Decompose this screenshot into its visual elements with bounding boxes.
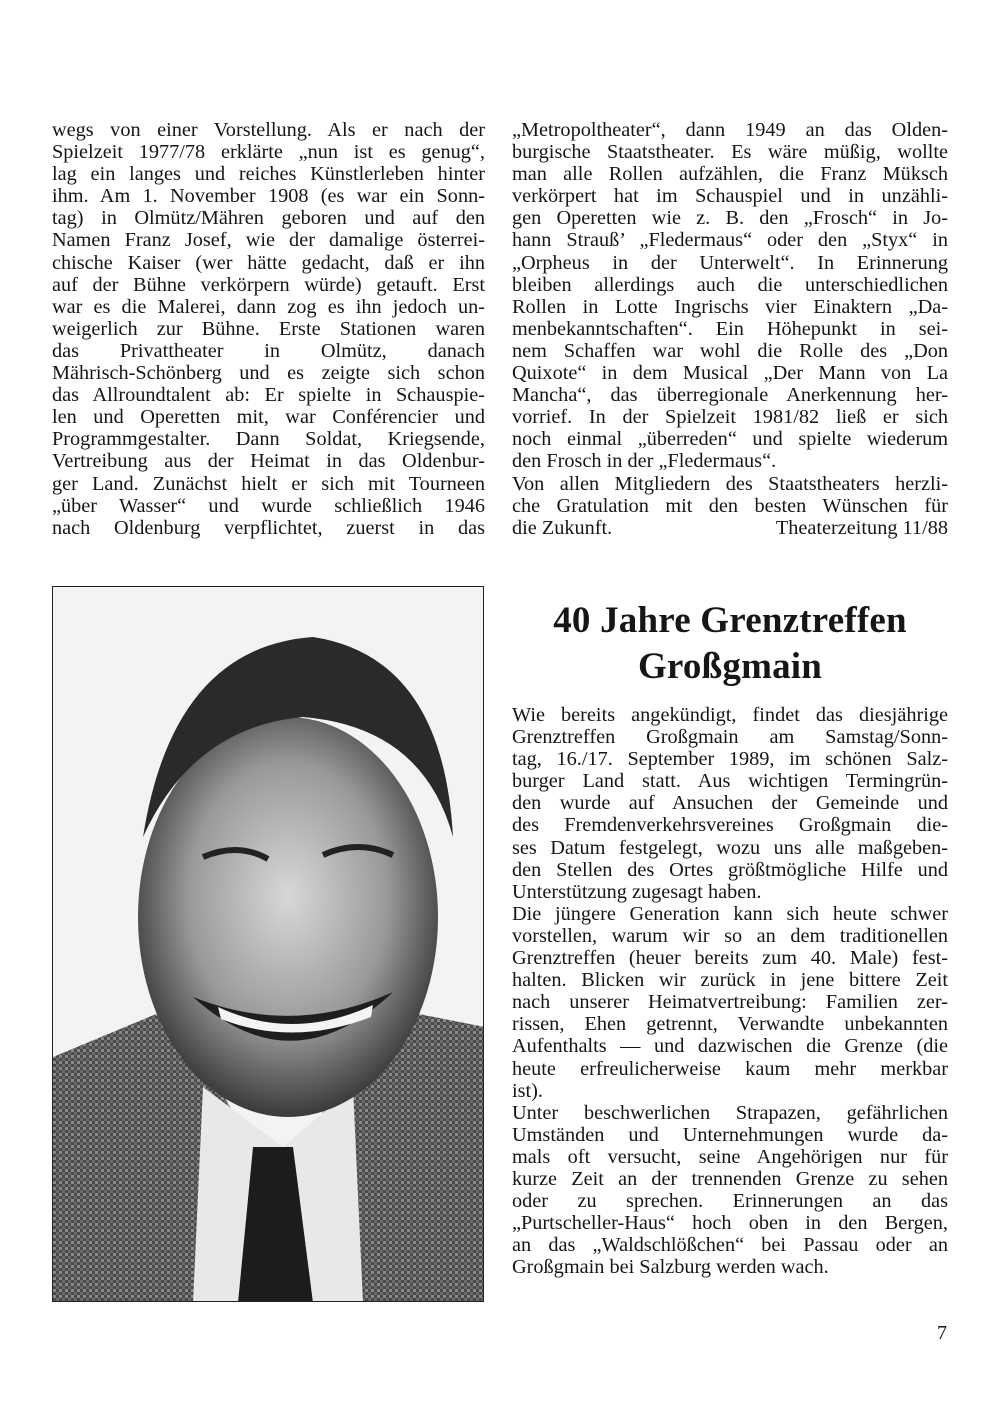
right-column-text	[512, 119, 948, 539]
text-line: Unter beschwerlichen Strapazen, gefährlichen	[512, 1101, 948, 1124]
text-line: Aufenthalts — und dazwischen die Grenze (die	[512, 1035, 948, 1058]
text-line: Spielzeit 1977/78 erklärte „nun ist es genug“,	[52, 141, 485, 164]
text-line: wegs von einer Vorstellung. Als er nach der	[52, 119, 485, 141]
text-line: rissen, Ehen getrennt, Verwandte unbekannten	[512, 1013, 948, 1036]
text-line: hann Strauß’ „Fledermaus“ oder den „Styx“ in	[512, 229, 948, 252]
text-line: den Stellen des Ortes größtmögliche Hilfe und	[512, 858, 948, 881]
source-citation: Theaterzeitung 11/88	[775, 516, 948, 539]
text-line: noch einmal „überreden“ und spielte wiederum	[512, 428, 948, 451]
text-line: lag ein langes und reiches Künstlerleben hinter	[52, 163, 485, 186]
text-line: das Privattheater in Olmütz, danach	[52, 339, 485, 362]
text-line: Programmgestalter. Dann Soldat, Kriegsende,	[52, 428, 485, 451]
article-title	[512, 598, 948, 690]
text-line: burgische Staatstheater. Es wäre müßig, wollte	[512, 141, 948, 164]
text-line: halten. Blicken wir zurück in jene bittere Zeit	[512, 969, 948, 992]
text-line: tag, 16./17. September 1989, im schönen Salz-	[512, 748, 948, 771]
text-line: Wie bereits angekündigt, findet das diesjährige	[512, 704, 948, 726]
text-line: auf der Bühne verkörpern würde) getauft. Erst	[52, 273, 485, 296]
text-line: des Fremdenverkehrsvereines Großgmain die-	[512, 814, 948, 837]
text-line: man alle Rollen aufzählen, die Franz Müksch	[512, 163, 948, 186]
text-line: nach Oldenburg verpflichtet, zuerst in das	[52, 516, 485, 539]
text-line: kurze Zeit an der trennenden Grenze zu sehen	[512, 1167, 948, 1190]
text-line: ses Datum festgelegt, wozu uns alle maßgeben-	[512, 836, 948, 859]
text-line: vorstellen, warum wir so an dem traditionellen	[512, 924, 948, 947]
text-line: Mährisch-Schönberg und es zeigte sich schon	[52, 362, 485, 385]
text-line: menbekanntschaften“. Ein Höhepunkt in sei-	[512, 317, 948, 340]
text-line: ist).	[512, 1079, 543, 1102]
text-line: tag) in Olmütz/Mähren geboren und auf den	[52, 207, 485, 230]
text-line: ihm. Am 1. November 1908 (es war ein Sonn-	[52, 185, 485, 208]
left-column-text	[52, 119, 485, 539]
text-line: „Orpheus in der Unterwelt“. In Erinnerung	[512, 251, 948, 274]
text-line: chische Kaiser (wer hätte gedacht, daß er ihn	[52, 251, 485, 274]
text-line: Unterstützung zugesagt haben.	[512, 880, 762, 903]
text-line: Grenztreffen Großgmain am Samstag/Sonn-	[512, 726, 948, 749]
text-line: bleiben allerdings auch die unterschiedlichen	[512, 273, 948, 296]
text-line: mals oft versucht, seine Angehörigen nur für	[512, 1145, 948, 1168]
closing-line	[512, 517, 948, 539]
text-line: Namen Franz Josef, wie der damalige österrei-	[52, 229, 485, 252]
article-title-line-2: Großgmain	[637, 646, 823, 687]
text-line: das Allroundtalent ab: Er spielte in Schauspie-	[52, 384, 485, 407]
portrait-photo	[52, 586, 484, 1302]
text-line: den Frosch in der „Fledermaus“.	[512, 450, 777, 473]
text-line: Grenztreffen (heuer bereits zum 40. Male) fest-	[512, 947, 948, 970]
text-line: Die jüngere Generation kann sich heute schwer	[512, 902, 948, 925]
text-line: verkörpert hat im Schauspiel und in unzähli-	[512, 185, 948, 208]
text-line: war es die Malerei, dann zog es ihn jedoch un-	[52, 295, 485, 318]
text-line: burger Land statt. Aus wichtigen Termingrün-	[512, 770, 948, 793]
text-line: an das „Waldschlößchen“ bei Passau oder an	[512, 1234, 948, 1257]
text-line: „Metropoltheater“, dann 1949 an das Olden-	[512, 119, 948, 141]
text-line: Mancha“, das überregionale Anerkennung her-	[512, 384, 948, 407]
text-line: den wurde auf Ansuchen der Gemeinde und	[512, 792, 948, 815]
closing-text: die Zukunft.	[512, 516, 613, 539]
text-line: heute erfreulicherweise kaum mehr merkbar	[512, 1057, 948, 1080]
text-line: „Purtscheller-Haus“ hoch oben in den Bergen,	[512, 1212, 948, 1235]
text-line: Quixote“ in dem Musical „Der Mann von La	[512, 362, 948, 385]
text-line: ger Land. Zunächst hielt er sich mit Tourneen	[52, 472, 485, 495]
text-line: che Gratulation mit den besten Wünschen für	[512, 494, 948, 517]
portrait-image	[53, 587, 484, 1302]
text-line: nem Schaffen war wohl die Rolle des „Don	[512, 339, 948, 362]
text-line: Großgmain bei Salzburg werden wach.	[512, 1256, 829, 1279]
text-line: oder zu sprechen. Erinnerungen an das	[512, 1190, 948, 1213]
text-line: gen Operetten wie z. B. den „Frosch“ in Jo-	[512, 207, 948, 230]
text-line: Von allen Mitgliedern des Staatstheaters herzli-	[512, 472, 948, 495]
text-line: len und Operetten mit, war Conférencier und	[52, 406, 485, 429]
text-line: weigerlich zur Bühne. Erste Stationen waren	[52, 317, 485, 340]
article-body	[512, 704, 948, 1278]
text-line: vorrief. In der Spielzeit 1981/82 ließ er sich	[512, 406, 948, 429]
text-line: Umständen und Unternehmungen wurde da-	[512, 1123, 948, 1146]
text-line: Vertreibung aus der Heimat in das Oldenbur-	[52, 450, 485, 473]
page-number: 7	[937, 1322, 947, 1344]
text-line: Rollen in Lotte Ingrischs vier Einaktern „Da-	[512, 295, 948, 318]
article-title-line-1: 40 Jahre Grenztreffen	[553, 600, 907, 641]
text-line: „über Wasser“ und wurde schließlich 1946	[52, 494, 485, 517]
text-line: nach unserer Heimatvertreibung: Familien zer-	[512, 991, 948, 1014]
